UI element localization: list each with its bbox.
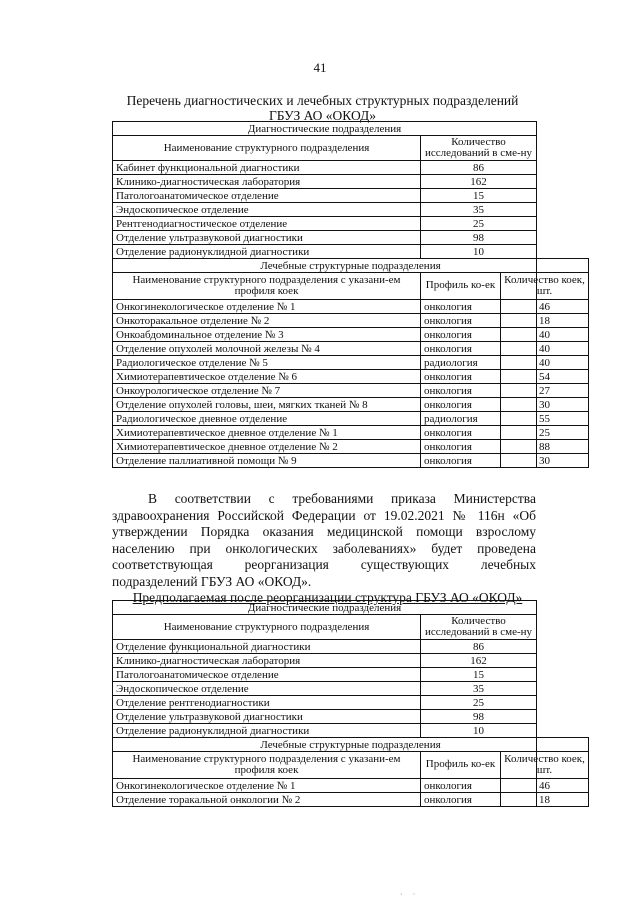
table-row: [113, 454, 589, 468]
unit-name: Патологоанатомическое отделение: [113, 668, 421, 682]
treatment-wrapper-row: [113, 259, 537, 468]
page-number: 41: [313, 60, 327, 75]
section-title-treatment: Лечебные структурные подразделения: [113, 259, 589, 273]
col-header-exam-count: Количество исследований в сме-ну: [421, 615, 537, 640]
section-row-treatment: [113, 738, 589, 752]
col-header-bed-profile: Профиль ко-ек: [421, 273, 501, 300]
bed-count: 40: [501, 342, 589, 356]
section-row-diagnostic: [113, 122, 537, 136]
unit-name: Эндоскопическое отделение: [113, 203, 421, 217]
table-row: [113, 245, 537, 259]
exam-count: 10: [421, 245, 537, 259]
bed-count: 54: [501, 370, 589, 384]
table-row: [113, 398, 589, 412]
heading-line-2: ГБУЗ АО «ОКОД»: [268, 108, 376, 123]
unit-name: Радиологическое отделение № 5: [113, 356, 421, 370]
unit-name: Клинико-диагностическая лаборатория: [113, 654, 421, 668]
bed-profile: онкология: [421, 328, 501, 342]
table-row: [113, 231, 537, 245]
unit-name: Отделение функциональной диагностики: [113, 640, 421, 654]
paragraph-text: В соответствии с требованиями приказа Министерства здравоохранения Российской Федерации от 19.02.2021 № 116н «Об утверждении Порядка оказания медицинской помощи взрослому населению при онкологических заболеваниях» будет проведена соответствующая реорганизация существующих лечебных подразделений ГБУЗ АО «ОКОД».: [112, 491, 536, 589]
section-row-diagnostic: [113, 601, 537, 615]
bed-count: 18: [501, 314, 589, 328]
section-row-treatment: [113, 259, 589, 273]
table-row: [113, 724, 537, 738]
unit-name: Отделение опухолей молочной железы № 4: [113, 342, 421, 356]
bed-profile: онкология: [421, 370, 501, 384]
treatment-wrapper-row: [113, 738, 537, 807]
section-title-diagnostic: Диагностические подразделения: [113, 601, 537, 615]
table-row: [113, 161, 537, 175]
table-row: [113, 189, 537, 203]
bed-profile: онкология: [421, 426, 501, 440]
col-header-unit-name: Наименование структурного подразделения: [113, 136, 421, 161]
unit-name: Отделение ультразвуковой диагностики: [113, 710, 421, 724]
table-row: [113, 426, 589, 440]
unit-name: Отделение ультразвуковой диагностики: [113, 231, 421, 245]
table-row: [113, 793, 589, 807]
bed-count: 40: [501, 356, 589, 370]
bed-profile: онкология: [421, 440, 501, 454]
col-header-bed-count: Количество коек, шт.: [501, 752, 589, 779]
bed-profile: онкология: [421, 384, 501, 398]
table-row: [113, 328, 589, 342]
table-row: [113, 203, 537, 217]
col-header-unit-name: Наименование структурного подразделения: [113, 615, 421, 640]
unit-name: Отделение рентгенодиагностики: [113, 696, 421, 710]
unit-name: Отделение торакальной онкологии № 2: [113, 793, 421, 807]
exam-count: 15: [421, 189, 537, 203]
reorganization-paragraph: [112, 491, 536, 590]
table-row: [113, 370, 589, 384]
exam-count: 15: [421, 668, 537, 682]
exam-count: 86: [421, 640, 537, 654]
table-row: [113, 640, 537, 654]
treatment-block: [113, 738, 585, 807]
bed-count: 88: [501, 440, 589, 454]
treatment-units-table: [112, 737, 589, 807]
table-row: [113, 412, 589, 426]
table-row: [113, 682, 537, 696]
unit-name: Химиотерапевтическое дневное отделение № 2: [113, 440, 421, 454]
current-structure-table: [112, 121, 585, 468]
unit-name: Клинико-диагностическая лаборатория: [113, 175, 421, 189]
table-row: [113, 217, 537, 231]
bed-count: 40: [501, 328, 589, 342]
table-row: [113, 175, 537, 189]
bed-profile: онкология: [421, 314, 501, 328]
unit-name: Рентгенодиагностическое отделение: [113, 217, 421, 231]
bed-count: 25: [501, 426, 589, 440]
exam-count: 10: [421, 724, 537, 738]
planned-structure-table: [112, 600, 585, 807]
scan-specks: · ·: [400, 890, 416, 899]
table-row: [113, 710, 537, 724]
exam-count: 35: [421, 682, 537, 696]
unit-name: Радиологическое дневное отделение: [113, 412, 421, 426]
unit-name: Эндоскопическое отделение: [113, 682, 421, 696]
treatment-units-table: [112, 258, 589, 468]
bed-count: 30: [501, 454, 589, 468]
unit-name: Онкоабдоминальное отделение № 3: [113, 328, 421, 342]
exam-count: 25: [421, 217, 537, 231]
unit-name: Онкогинекологическое отделение № 1: [113, 300, 421, 314]
exam-count: 98: [421, 231, 537, 245]
bed-count: 46: [501, 300, 589, 314]
table-row: [113, 654, 537, 668]
table-row: [113, 314, 589, 328]
unit-name: Химиотерапевтическое дневное отделение № 1: [113, 426, 421, 440]
bed-count: 18: [501, 793, 589, 807]
bed-count: 46: [501, 779, 589, 793]
heading-line-1: Перечень диагностических и лечебных структурных подразделений: [126, 93, 519, 108]
col-header-unit-with-profile: Наименование структурного подразделения с указани-ем профиля коек: [113, 273, 421, 300]
bed-profile: онкология: [421, 793, 501, 807]
exam-count: 25: [421, 696, 537, 710]
bed-profile: радиология: [421, 412, 501, 426]
unit-name: Кабинет функциональной диагностики: [113, 161, 421, 175]
table-row: [113, 779, 589, 793]
bed-count: 55: [501, 412, 589, 426]
heading-planned-structure: Предполагаемая после реорганизации структура ГБУЗ АО «ОКОД»: [132, 590, 523, 605]
header-row-diagnostic: [113, 615, 537, 640]
bed-profile: онкология: [421, 342, 501, 356]
unit-name: Онкоурологическое отделение № 7: [113, 384, 421, 398]
exam-count: 98: [421, 710, 537, 724]
section-title-treatment: Лечебные структурные подразделения: [113, 738, 589, 752]
col-header-bed-count: Количество коек, шт.: [501, 273, 589, 300]
header-row-treatment: [113, 273, 589, 300]
treatment-block: [113, 259, 585, 468]
unit-name: Химиотерапевтическое отделение № 6: [113, 370, 421, 384]
col-header-exam-count: Количество исследований в сме-ну: [421, 136, 537, 161]
bed-profile: онкология: [421, 454, 501, 468]
table-row: [113, 384, 589, 398]
header-row-diagnostic: [113, 136, 537, 161]
bed-profile: онкология: [421, 398, 501, 412]
unit-name: Отделение опухолей головы, шеи, мягких тканей № 8: [113, 398, 421, 412]
header-row-treatment: [113, 752, 589, 779]
bed-count: 27: [501, 384, 589, 398]
table-row: [113, 696, 537, 710]
heading-list-of-units: [105, 93, 540, 123]
exam-count: 162: [421, 654, 537, 668]
table-row: [113, 356, 589, 370]
exam-count: 86: [421, 161, 537, 175]
table-row: [113, 668, 537, 682]
bed-profile: радиология: [421, 356, 501, 370]
unit-name: Отделение паллиативной помощи № 9: [113, 454, 421, 468]
unit-name: Онкогинекологическое отделение № 1: [113, 779, 421, 793]
unit-name: Отделение радионуклидной диагностики: [113, 724, 421, 738]
bed-count: 30: [501, 398, 589, 412]
bed-profile: онкология: [421, 779, 501, 793]
unit-name: Отделение радионуклидной диагностики: [113, 245, 421, 259]
section-title-diagnostic: Диагностические подразделения: [113, 122, 537, 136]
bed-profile: онкология: [421, 300, 501, 314]
table-row: [113, 300, 589, 314]
exam-count: 162: [421, 175, 537, 189]
col-header-bed-profile: Профиль ко-ек: [421, 752, 501, 779]
col-header-unit-with-profile: Наименование структурного подразделения с указани-ем профиля коек: [113, 752, 421, 779]
table-row: [113, 342, 589, 356]
unit-name: Патологоанатомическое отделение: [113, 189, 421, 203]
table-row: [113, 440, 589, 454]
unit-name: Онкоторакальное отделение № 2: [113, 314, 421, 328]
exam-count: 35: [421, 203, 537, 217]
